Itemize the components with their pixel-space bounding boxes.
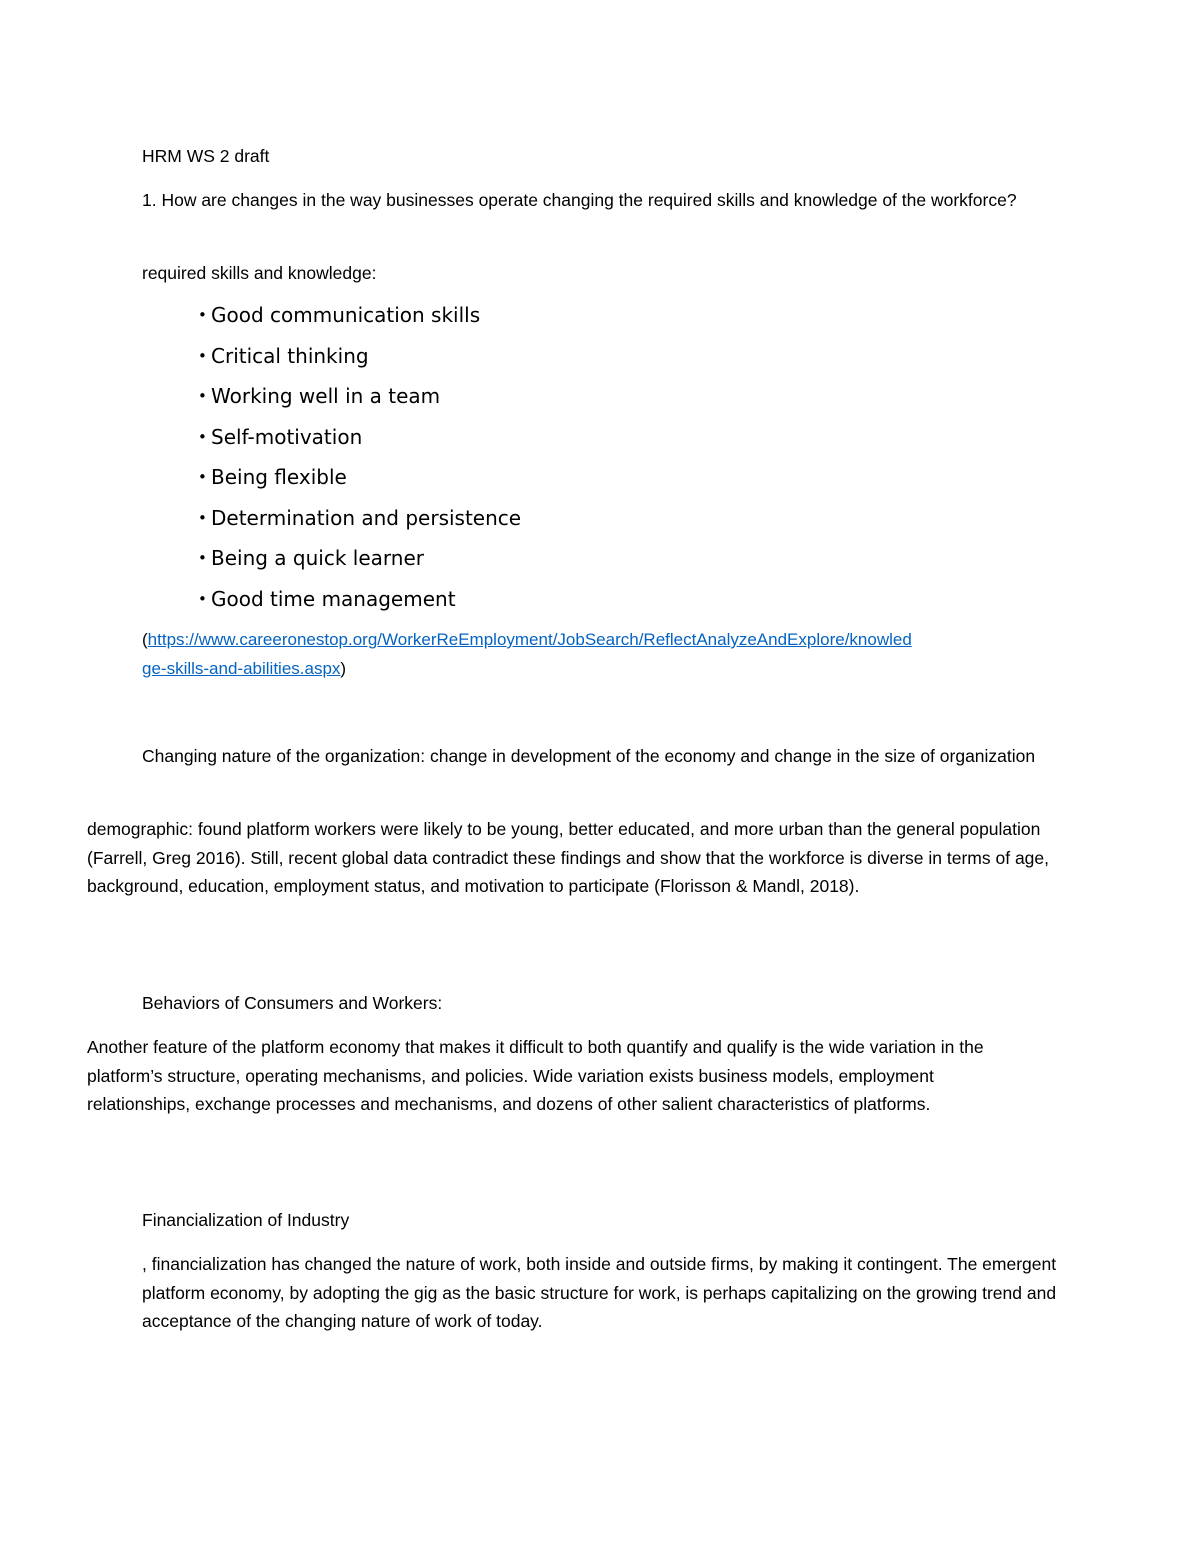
source-link-line1[interactable]: https://www.careeronestop.org/WorkerReEmployment/JobSearch/ReflectAnalyzeAndExplore/knowled xyxy=(147,630,912,649)
source-open-paren: ( xyxy=(142,630,148,649)
bullet-icon: • xyxy=(198,508,207,527)
bullet-icon: • xyxy=(198,589,207,608)
financialization-heading: Financialization of Industry xyxy=(142,1210,350,1230)
list-item xyxy=(198,420,521,461)
list-item xyxy=(198,541,521,582)
changing-nature-text: Changing nature of the organization: change in development of the economy and change in the size of organization xyxy=(142,746,1036,766)
source-citation xyxy=(142,626,1062,683)
bullet-icon: • xyxy=(198,306,207,324)
skills-heading: required skills and knowledge: xyxy=(142,263,377,283)
skill-label: Working well in a team xyxy=(211,384,441,408)
skill-label: Being flexible xyxy=(211,465,347,489)
bullet-icon: • xyxy=(198,549,207,567)
behaviors-heading: Behaviors of Consumers and Workers: xyxy=(142,993,443,1013)
bullet-icon: • xyxy=(198,346,207,365)
skill-label: Being a quick learner xyxy=(211,546,424,570)
document-title: HRM WS 2 draft xyxy=(142,146,270,166)
skill-label: Determination and persistence xyxy=(211,505,522,530)
skill-label: Good communication skills xyxy=(211,303,481,327)
skills-list xyxy=(198,298,521,622)
skill-label: Good time management xyxy=(211,586,456,611)
list-item xyxy=(198,501,521,542)
skill-label: Self-motivation xyxy=(211,424,363,449)
financialization-paragraph: , financialization has changed the nature of work, both inside and outside firms, by making it contingent. The emergent platform economy, by adopting the gig as the basic structure for work, is perhaps capitalizing on the growing trend and acceptance of the changing nature of work of today. xyxy=(142,1254,1057,1331)
source-link-line2[interactable]: ge-skills-and-abilities.aspx xyxy=(142,658,341,678)
skill-label: Critical thinking xyxy=(211,343,369,368)
source-close-paren: ) xyxy=(340,658,347,678)
demographic-paragraph: demographic: found platform workers were likely to be young, better educated, and more urban than the general population (Farrell, Greg 2016). Still, recent global data contradict these findings and show that the workforce is diverse in terms of age, background, education, employment status, and motivation to participate (Florisson & Mandl, 2018). xyxy=(87,819,1050,896)
list-item xyxy=(198,339,521,380)
question-text: 1. How are changes in the way businesses operate changing the required skills and knowledge of the workforce? xyxy=(142,190,1017,210)
bullet-icon: • xyxy=(198,468,207,486)
list-item xyxy=(198,298,521,339)
list-item xyxy=(198,460,521,501)
list-item xyxy=(198,582,521,623)
list-item xyxy=(198,379,521,420)
behaviors-paragraph: Another feature of the platform economy that makes it difficult to both quantify and qualify is the wide variation in the platform’s structure, operating mechanisms, and policies. Wide variation exists business models, employment relationships, exchange processes and mechanisms, and dozens of other salient characteristics of platforms. xyxy=(87,1037,984,1114)
bullet-icon: • xyxy=(198,387,207,405)
bullet-icon: • xyxy=(198,427,207,446)
